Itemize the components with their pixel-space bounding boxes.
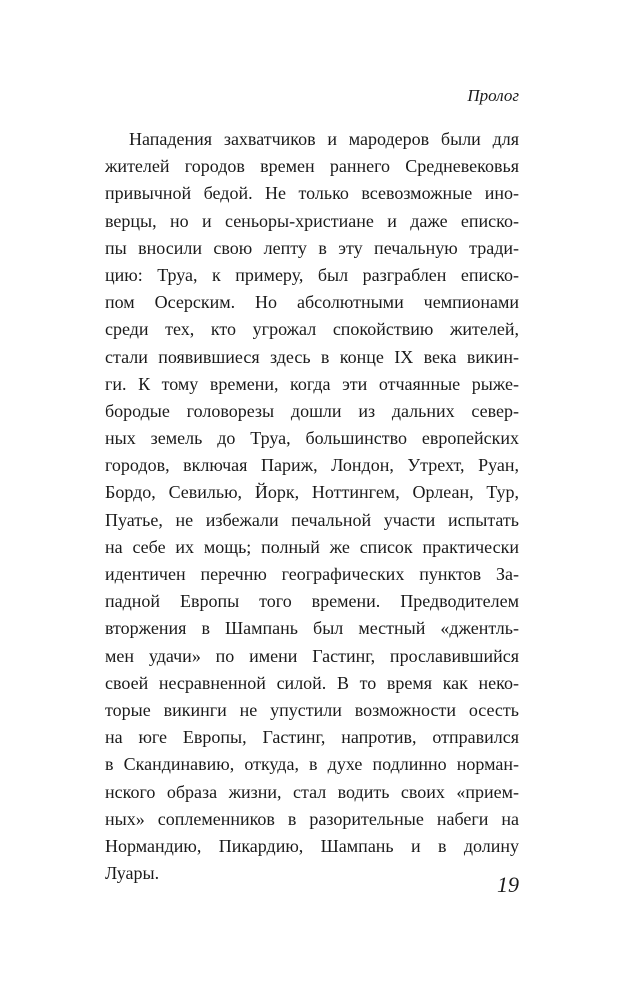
text-line: бородые головорезы дошли из дальних север- xyxy=(105,400,519,421)
running-head: Пролог xyxy=(467,86,519,105)
text-line: падной Европы того времени. Предводителем xyxy=(105,591,519,612)
text-line: пы вносили свою лепту в эту печальную тради- xyxy=(105,237,519,258)
text-line: идентичен перечню географических пунктов За- xyxy=(105,564,519,584)
text-line: Пуатье, не избежали печальной участи испытать xyxy=(105,509,519,530)
text-line: на юге Европы, Гастинг, напротив, отправился xyxy=(105,727,519,748)
page-number: 19 xyxy=(497,872,519,897)
text-line: своей несравненной силой. В то время как неко- xyxy=(105,672,519,693)
text-line: ных земель до Труа, большинство европейских xyxy=(105,428,519,449)
text-line: стали появившиеся здесь в конце IX века викин- xyxy=(105,346,519,367)
text-line: ги. К тому времени, когда эти отчаянные рыже- xyxy=(105,373,519,394)
text-line: жителей городов времен раннего Средневековья xyxy=(105,156,519,177)
text-line: нского образа жизни, стал водить своих «прием- xyxy=(105,781,519,802)
text-line: мен удачи» по имени Гастинг, прославившийся xyxy=(105,645,519,666)
text-line: цию: Труа, к примеру, был разграблен еписко- xyxy=(105,264,519,285)
text-line: ных» соплеменников в разорительные набеги на xyxy=(105,808,519,829)
text-line: в Скандинавию, откуда, в духе подлинно норман- xyxy=(105,754,519,775)
text-line: Луары. xyxy=(105,863,160,884)
text-line: Нападения захватчиков и мародеров были для xyxy=(129,129,519,149)
text-line: пом Осерским. Но абсолютными чемпионами xyxy=(105,292,519,313)
text-line: вторжения в Шампань был местный «джентль- xyxy=(105,618,519,639)
text-line: на себе их мощь; полный же список практически xyxy=(105,536,519,557)
text-line: привычной бедой. Не только всевозможные ино- xyxy=(105,183,519,204)
text-line: городов, включая Париж, Лондон, Утрехт, Руан, xyxy=(105,455,519,476)
text-line: среди тех, кто угрожал спокойствию жителей, xyxy=(105,319,519,340)
text-line: торые викинги не упустили возможности осесть xyxy=(105,699,519,720)
text-line: Нормандию, Пикардию, Шампань и в долину xyxy=(105,835,519,856)
body-paragraph xyxy=(105,126,519,887)
text-line: Бордо, Севилью, Йорк, Ноттингем, Орлеан, Тур, xyxy=(105,482,519,503)
text-line: верцы, но и сеньоры-христиане и даже еписко- xyxy=(105,210,519,231)
